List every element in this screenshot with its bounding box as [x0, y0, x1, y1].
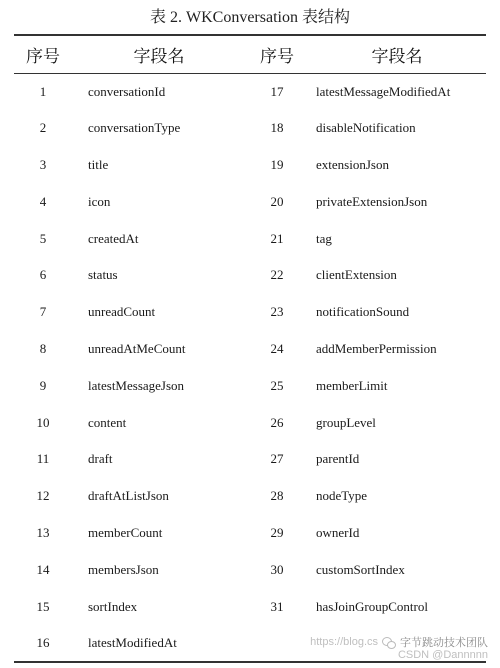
header-field-left: 字段名 [72, 35, 246, 73]
field-name-cell-left: latestModifiedAt [72, 625, 246, 662]
index-cell-left: 13 [36, 524, 50, 540]
table-row [14, 220, 486, 257]
index-cell-left: 14 [36, 561, 50, 577]
index-cell-left: 4 [39, 193, 47, 209]
index-cell-left: 5 [39, 230, 47, 246]
field-name-cell-right: ownerId [316, 524, 360, 540]
table-row [14, 257, 486, 294]
field-name-cell-left: status [88, 267, 118, 283]
field-name-cell-right: tag [316, 230, 332, 246]
field-name-cell-right: nodeType [316, 488, 368, 504]
field-name-cell-right: extensionJson [316, 156, 389, 172]
index-cell-left: 6 [39, 267, 47, 283]
field-name-cell-left: title [88, 156, 109, 172]
watermark-author: CSDN @Dannnnn [397, 648, 488, 661]
index-cell-right: 30 [270, 561, 284, 577]
watermark-brand: 字节跳动技术团队 [400, 635, 488, 649]
index-cell-left: 16 [14, 625, 72, 662]
index-cell-right: 17 [270, 83, 284, 99]
index-cell-left: 1 [39, 83, 47, 99]
index-cell-left: 8 [39, 340, 47, 356]
field-name-cell-right: privateExtensionJson [316, 193, 428, 209]
table-row [14, 367, 486, 404]
index-cell-right: 21 [270, 230, 284, 246]
index-cell-right: 26 [270, 414, 284, 430]
header-field-right: 字段名 [308, 35, 486, 73]
table-row [14, 441, 486, 478]
field-name-cell-left: sortIndex [88, 598, 138, 614]
field-name-cell-left: icon [88, 193, 111, 209]
field-name-cell-right: addMemberPermission [316, 340, 437, 356]
field-name-cell-left: unreadCount [88, 304, 156, 320]
field-name-cell-left: createdAt [88, 230, 139, 246]
table-row [14, 147, 486, 184]
field-name-cell-left: draft [88, 451, 113, 467]
field-name-cell-left: latestMessageJson [88, 377, 185, 393]
index-cell-left: 15 [36, 598, 50, 614]
field-name-cell-right: memberLimit [316, 377, 388, 393]
index-cell-left: 11 [36, 451, 50, 467]
table-row [14, 478, 486, 515]
index-cell-right: 28 [270, 488, 284, 504]
watermark-url: https://blog.cs [310, 635, 378, 648]
field-name-cell-right: disableNotification [316, 120, 416, 136]
table-row [14, 110, 486, 147]
table-row [14, 73, 486, 110]
wechat-icon [382, 637, 396, 648]
table-caption: 表 2. WKConversation 表结构 [150, 9, 350, 26]
table-row [14, 183, 486, 220]
index-cell-right: 19 [270, 156, 284, 172]
index-cell-left: 10 [36, 414, 50, 430]
watermark [310, 636, 488, 662]
field-name-cell-right: hasJoinGroupControl [316, 598, 428, 614]
field-name-cell-right: customSortIndex [316, 561, 405, 577]
conversation-schema-table [14, 34, 486, 663]
index-cell-left: 2 [39, 120, 47, 136]
index-cell-right: 23 [270, 304, 284, 320]
index-cell-right: 20 [270, 193, 284, 209]
header-index-left: 序号 [14, 35, 72, 73]
field-name-cell-left: conversationId [88, 83, 166, 99]
field-name-cell-left: memberCount [88, 524, 163, 540]
index-cell-left: 9 [39, 377, 47, 393]
index-cell-right: 22 [270, 267, 284, 283]
index-cell-right: 18 [270, 120, 284, 136]
field-name-cell-right: parentId [316, 451, 360, 467]
index-cell-left: 3 [39, 156, 47, 172]
field-name-cell-left: conversationType [88, 120, 181, 136]
index-cell-right: 25 [270, 377, 284, 393]
table-row [14, 331, 486, 368]
header-row [14, 35, 486, 73]
table-row [14, 294, 486, 331]
table-row [14, 551, 486, 588]
field-name-cell-right: clientExtension [316, 267, 397, 283]
index-cell-left: 12 [36, 488, 50, 504]
field-name-cell-left: content [88, 414, 127, 430]
field-name-cell-left: membersJson [88, 561, 159, 577]
index-cell-right: 31 [270, 598, 284, 614]
table-row [14, 404, 486, 441]
table-body [14, 73, 486, 662]
table-container [14, 34, 486, 663]
index-cell-right: 29 [270, 524, 284, 540]
field-name-cell-right: latestMessageModifiedAt [316, 83, 451, 99]
index-cell-right: 27 [270, 451, 284, 467]
index-cell-right: 24 [270, 340, 284, 356]
field-name-cell-right: groupLevel [316, 414, 376, 430]
header-index-right: 序号 [246, 35, 308, 73]
index-cell-left: 7 [39, 304, 47, 320]
field-name-cell-left: unreadAtMeCount [88, 340, 186, 356]
index-cell-right [246, 625, 308, 662]
table-row [14, 588, 486, 625]
field-name-cell-right: notificationSound [316, 304, 410, 320]
field-name-cell-left: draftAtListJson [88, 488, 169, 504]
table-row [14, 515, 486, 552]
